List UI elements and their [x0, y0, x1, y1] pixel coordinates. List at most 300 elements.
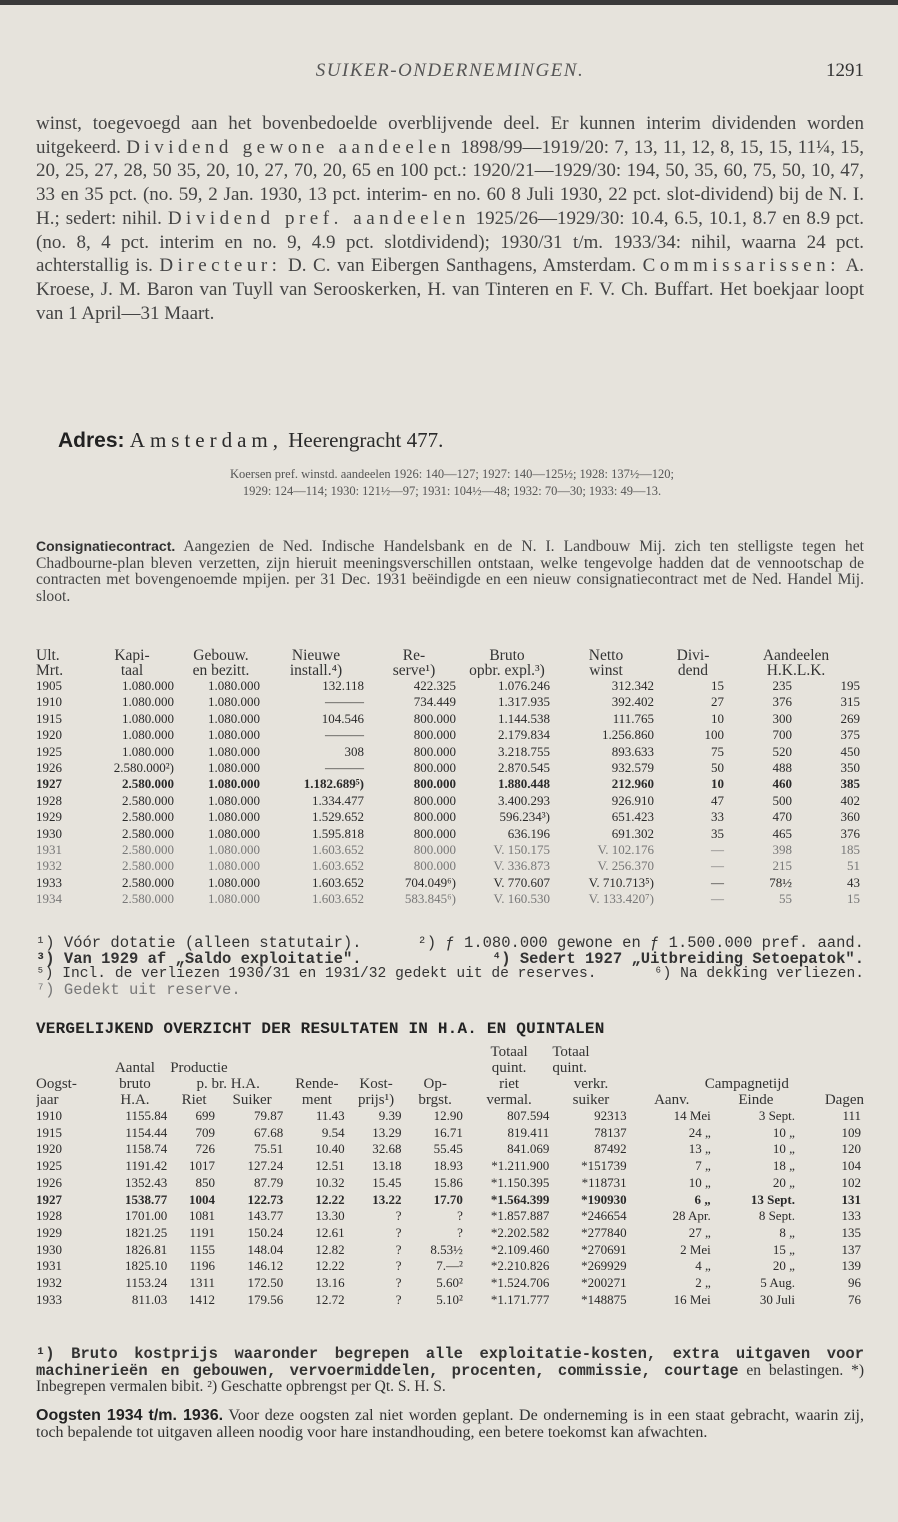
fin-cell: 315: [840, 694, 860, 710]
fin-cell: 1.080.000: [208, 776, 260, 792]
harvest-cell: 102: [841, 1174, 861, 1190]
fin-cell: 75: [711, 743, 724, 759]
harvest-cell: *2.202.582: [490, 1224, 550, 1240]
harvest-cell: *270691: [581, 1241, 627, 1257]
harvest-row: [36, 1141, 864, 1158]
harvest-cell: 3 Sept.: [758, 1108, 795, 1123]
fin-cell: 636.196: [507, 825, 550, 841]
h-einde: Einde: [738, 1092, 774, 1108]
harvest-cell: *2.210.826: [490, 1258, 550, 1274]
fin-cell: 2.580.000: [122, 825, 174, 841]
harvest-cell: ?: [395, 1258, 402, 1274]
harvest-cell: 1926: [36, 1174, 62, 1190]
address-label: Adres:: [58, 429, 125, 452]
harvest-cell: 1196: [189, 1258, 215, 1274]
harvests-text: Voor deze oogsten zal niet worden geplant. De onderneming is in een staat gebracht, waarin zij, toch bepalende tot uitgaven alleen noodig voor hare instandhouding, een betere toekomst kan afwachten.: [36, 1407, 864, 1441]
harvest-cell: 139: [841, 1258, 861, 1274]
fin-cell: 1925: [36, 743, 62, 759]
fin-cell: —: [711, 874, 724, 890]
fin-row: [36, 793, 864, 809]
fin-cell: 800.000: [413, 760, 456, 776]
fin-cell: 1932: [36, 858, 62, 874]
harvest-cell: 1191: [189, 1224, 215, 1240]
harvest-cell: ?: [395, 1275, 402, 1291]
fin-cell: 2.870.545: [498, 760, 550, 776]
fin-row: [36, 760, 864, 776]
fin-cell: —: [711, 842, 724, 858]
th-bot-4: serve¹): [392, 663, 436, 678]
harvest-cell: 150.24: [247, 1224, 284, 1240]
fin-cell: 51: [847, 858, 860, 874]
harvest-cell: 2 Mei: [680, 1241, 711, 1257]
fin-cell: 55: [779, 891, 792, 907]
harvest-cell: 122.73: [247, 1191, 284, 1207]
harvest-cell: 137: [841, 1241, 861, 1257]
fin-cell: 1.144.538: [498, 710, 550, 726]
fin-cell: V. 150.175: [493, 842, 550, 858]
harvest-cell: 11.43: [315, 1108, 345, 1123]
harvest-cell: 32.68: [372, 1141, 402, 1157]
harvest-cell: 811.03: [131, 1291, 168, 1307]
harvest-cell: 819.411: [507, 1124, 550, 1140]
harvest-cell: 67.68: [253, 1124, 284, 1140]
harvest-cell: 146.12: [247, 1258, 284, 1274]
harvest-cell: 15 „: [772, 1241, 795, 1257]
fin-cell: 800.000: [413, 858, 456, 874]
harvest-cell: 1155.84: [125, 1108, 168, 1123]
th-bot-6: winst: [589, 663, 623, 678]
fin-cell: 100: [704, 727, 724, 743]
fin-row: [36, 891, 864, 907]
fin-cell: 27: [711, 694, 724, 710]
harvest-cell: 1927: [36, 1191, 62, 1207]
harvest-cell: *1.171.777: [490, 1291, 550, 1307]
share-prices-line-1: Koersen pref. winstd. aandeelen 1926: 140—127; 1927: 140—125½; 1928: 137½—120;: [229, 467, 675, 481]
fin-cell: 35: [711, 825, 724, 841]
th-bot-8: H.K.L.K.: [766, 663, 826, 678]
h-totaal-1: Totaal: [490, 1044, 528, 1060]
harvest-cell: 1017: [188, 1158, 215, 1174]
fin-cell: 235: [772, 678, 792, 693]
fin-cell: 1.880.448: [498, 776, 550, 792]
harvest-cell: 75.51: [253, 1141, 284, 1157]
fin-cell: 3.400.293: [498, 792, 550, 808]
fin-cell: 2.580.000: [122, 776, 174, 792]
harvest-cell: ?: [395, 1224, 402, 1240]
fin-cell: V. 770.607: [493, 874, 550, 890]
h-verkr: verkr.: [573, 1076, 609, 1092]
intro-text-4: D. C. van Eibergen Santhagens, Amsterdam.: [288, 255, 637, 277]
fin-cell: 1.317.935: [498, 694, 550, 710]
fin-cell: 2.580.000²): [113, 760, 174, 776]
harvest-cell: ?: [395, 1241, 402, 1257]
harvest-cell: ?: [395, 1291, 402, 1307]
fin-row: [36, 711, 864, 727]
fin-cell: 1934: [36, 891, 62, 907]
fin-cell: 33: [711, 809, 724, 825]
harvest-cell: 16.71: [433, 1124, 463, 1140]
harvest-cell: 12.72: [315, 1291, 345, 1307]
harvest-cell: 1821.25: [124, 1224, 168, 1240]
fin-cell: 10: [711, 710, 724, 726]
fin-row: [36, 842, 864, 858]
harvest-table-header: [36, 1044, 864, 1108]
th-top-2: Gebouw.: [193, 648, 249, 663]
harvest-cell: 1191.42: [125, 1158, 168, 1174]
fin-cell: V. 102.176: [597, 842, 654, 858]
dividend-pref-label: Dividend pref. aandeelen: [167, 207, 470, 229]
harvest-cell: 12.22: [315, 1258, 345, 1274]
fin-cell: 78½: [769, 874, 792, 890]
fin-cell: V. 256.370: [597, 858, 654, 874]
harvest-row: [36, 1275, 864, 1292]
h-jaar: jaar: [36, 1092, 59, 1108]
fin-cell: 312.342: [611, 678, 654, 693]
consignment-label: Consignatiecontract.: [36, 538, 176, 554]
harvest-cell: 18 „: [772, 1158, 795, 1174]
fin-cell: 470: [772, 809, 792, 825]
fin-cell: 1.076.246: [498, 678, 550, 693]
fin-cell: 1.080.000: [208, 858, 260, 874]
harvest-row: [36, 1125, 864, 1142]
harvest-row: [36, 1225, 864, 1242]
fin-row: [36, 678, 864, 694]
harvests-label: Oogsten 1934 t/m. 1936.: [36, 1407, 224, 1424]
h-kost: Kost-: [359, 1076, 393, 1092]
harvest-cell: *1.211.900: [491, 1158, 550, 1174]
fin-cell: 104.546: [321, 710, 364, 726]
fin-cell: 1.603.652: [312, 874, 364, 890]
harvest-row: [36, 1242, 864, 1259]
h-vermal: vermal.: [486, 1092, 532, 1108]
fin-cell: —: [711, 891, 724, 907]
fin-row: [36, 727, 864, 743]
fin-cell: 1.080.000: [208, 694, 260, 710]
intro-text-3: 1925/26—1929/30: 10.4, 6.5, 10.1, 8.7 en 8.9 pct. (no. 8, 4 pct. interim en no. 9, 4.9 pct. slotdividend); 1930/31 t/m. 1933/34: nihil, waarna 24 pct. achterstallig is.: [36, 207, 865, 277]
director-label: Directeur:: [159, 255, 282, 277]
fin-cell: 1.080.000: [208, 760, 260, 776]
fin-cell: ———: [325, 760, 364, 776]
fin-cell: 1.603.652: [312, 842, 364, 858]
harvest-cell: 1932: [36, 1275, 62, 1291]
harvest-cell: 726: [195, 1141, 215, 1157]
harvest-cell: 15.45: [372, 1174, 402, 1190]
harvest-cell: 10 „: [772, 1124, 795, 1140]
harvest-cell: 1931: [36, 1258, 62, 1274]
fin-row: [36, 858, 864, 874]
th-bot-5: opbr. expl.³): [469, 663, 545, 678]
fin-cell: 1.080.000: [208, 842, 260, 858]
harvests-paragraph: [36, 1408, 864, 1441]
harvest-cell: 13.16: [315, 1275, 345, 1291]
consignment-paragraph: [36, 538, 864, 606]
address-street: Heerengracht 477.: [288, 428, 444, 452]
harvest-cell: 13.18: [372, 1158, 402, 1174]
harvest-cell: 1915: [36, 1124, 62, 1140]
fin-cell: ———: [325, 694, 364, 710]
harvest-cell: 12.61: [315, 1224, 345, 1240]
harvest-cell: 9.54: [321, 1124, 345, 1140]
fin-cell: 1.080.000: [208, 743, 260, 759]
fin-cell: 15: [847, 891, 860, 907]
harvest-cell: 28 Apr.: [672, 1208, 711, 1224]
fin-cell: 800.000: [413, 710, 456, 726]
harvest-cell: 92313: [594, 1108, 627, 1123]
harvest-cell: 1701.00: [124, 1208, 168, 1224]
h-aantal: Aantal: [114, 1060, 155, 1076]
fin-row: [36, 826, 864, 842]
harvest-cell: 1004: [188, 1191, 215, 1207]
th-top-8: Aandeelen: [762, 648, 830, 663]
harvest-cell: 143.77: [247, 1208, 284, 1224]
harvest-cell: 104: [841, 1158, 861, 1174]
share-prices-line-2: 1929: 124—114; 1930: 121½—97; 1931: 104½—48; 1932: 70—30; 1933: 49—13.: [242, 484, 662, 498]
dividend-common-label: Dividend gewone aandeelen: [126, 136, 455, 158]
fin-cell: 460: [772, 776, 792, 792]
commissioners-label: Commissarissen:: [642, 255, 840, 277]
fin-cell: 360: [840, 809, 860, 825]
running-title: SUIKER-ONDERNEMINGEN.: [315, 60, 585, 81]
consignment-text: Aangezien de Ned. Indische Handelsbank en de N. I. Landbouw Mij. zich ten stelligste tegen het Chadbourne-plan bleven verzetten, zijn hieruit meeningsverschillen ontstaan, welke tengevolge hadden dat de vennootschap de contracten met bovengenoemde mpijen. per 31 Dec. 1931 beëindigde en een nieuw consignatiecontract met de Ned. Handel Mij. sloot.: [36, 538, 864, 606]
financial-table-body: [36, 678, 864, 908]
harvest-row: [36, 1258, 864, 1275]
h-productie: Productie: [170, 1060, 228, 1076]
th-bot-0: Mrt.: [36, 663, 64, 678]
harvest-cell: 20 „: [772, 1174, 795, 1190]
harvest-cell: 109: [841, 1124, 861, 1140]
address-city: Amsterdam,: [129, 428, 284, 452]
fin-row: [36, 776, 864, 792]
fin-cell: 422.325: [413, 678, 456, 693]
footnote-2: ²) ƒ 1.080.000 gewone en ƒ 1.500.000 pref. aand.: [417, 934, 864, 952]
address-line: [58, 428, 443, 453]
h-riet: riet: [499, 1076, 520, 1092]
harvest-cell: 5.60²: [436, 1275, 463, 1291]
harvest-cell: 841.069: [507, 1141, 550, 1157]
harvest-cell: 1930: [36, 1241, 62, 1257]
fin-cell: V. 710.713⁵): [588, 874, 654, 890]
harvest-cell: 699: [195, 1108, 215, 1123]
fin-cell: 734.449: [413, 694, 456, 710]
financial-table-header: [36, 648, 864, 678]
harvest-cell: 1925: [36, 1158, 62, 1174]
fin-cell: 926.910: [611, 792, 654, 808]
th-bot-2: en bezitt.: [192, 663, 250, 678]
fin-cell: 2.580.000: [122, 809, 174, 825]
harvest-cell: 120: [841, 1141, 861, 1157]
fin-cell: 704.049⁶): [404, 874, 456, 890]
fin-cell: 1.080.000: [208, 727, 260, 743]
harvest-cell: 87.79: [253, 1174, 284, 1190]
harvest-footnotes: [36, 1346, 864, 1396]
harvest-cell: 1929: [36, 1224, 62, 1240]
fin-cell: 111.765: [612, 710, 654, 726]
harvest-cell: 7.—²: [436, 1258, 463, 1274]
harvest-cell: *1.524.706: [490, 1275, 550, 1291]
harvest-cell: *269929: [581, 1258, 627, 1274]
financial-footnotes: [36, 936, 864, 998]
harvest-cell: 709: [195, 1124, 215, 1140]
fin-cell: 376: [772, 694, 792, 710]
th-top-3: Nieuwe: [291, 648, 341, 663]
harvest-footnote-1: ¹) Bruto kostprijs waaronder begrepen alle exploitatie-kosten, extra uitgaven voor machinerieën en gebouwen, vervoermiddelen, procenten, commissie, courtage: [36, 1345, 864, 1380]
harvest-cell: 1825.10: [124, 1258, 168, 1274]
h-dagen: Dagen: [824, 1092, 864, 1108]
harvest-row: [36, 1208, 864, 1225]
harvest-cell: 1081: [188, 1208, 215, 1224]
intro-text-2: 1898/99—1919/20: 7, 13, 11, 12, 8, 15, 15, 11¼, 15, 20, 25, 27, 28, 50 35, 20, 10, 27, 70, 20, 65 en 100 pct.: 1920/21—1929/30: 194, 50, 35, 60, 75, 50, 10, 47, 33 en 35 pct. (no. 59, 2 Jan. 1930, 13 pct. interim- en no. 60 8 Juli 1930, 22 pct. slot-dividend) bij de N. I. H.; sedert: nihil.: [36, 136, 864, 229]
fin-cell: 1.080.000: [122, 678, 174, 693]
footnote-6: ⁶) Na dekking verliezen.: [653, 966, 864, 983]
h-brgst: brgst.: [418, 1092, 452, 1108]
harvest-cell: *1.564.399: [490, 1191, 550, 1207]
h-oogst: Oogst-: [36, 1076, 77, 1092]
harvest-cell: 12.22: [315, 1191, 345, 1207]
intro-text-1: winst, toegevoegd aan het bovenbedoelde overblijvende deel. Er kunnen interim dividenden worden uitgekeerd.: [36, 113, 864, 158]
fin-cell: 43: [847, 874, 860, 890]
harvest-cell: 1910: [36, 1108, 62, 1123]
intro-text-5: A. Kroese, J. M. Baron van Tuyll van Serooskerken, H. van Tinteren en F. V. Ch. Buffart. Het boekjaar loopt van 1 April—31 Maart.: [36, 255, 865, 324]
footnote-4: ⁴) Sedert 1927 „Uitbreiding Setoepatok".: [491, 949, 864, 968]
fin-cell: 195: [840, 678, 860, 693]
harvest-cell: 13 „: [688, 1141, 711, 1157]
fin-cell: 800.000: [413, 776, 456, 792]
fin-cell: 700: [772, 727, 792, 743]
fin-cell: 385: [840, 776, 860, 792]
fin-cell: 402: [840, 792, 860, 808]
fin-cell: 2.580.000: [122, 858, 174, 874]
harvest-cell: 1928: [36, 1208, 62, 1224]
fin-cell: 465: [772, 825, 792, 841]
fin-cell: 800.000: [413, 825, 456, 841]
fin-cell: 1930: [36, 825, 62, 841]
harvest-cell: 5.10²: [436, 1291, 463, 1307]
fin-cell: 500: [772, 792, 792, 808]
th-bot-3: install.⁴): [289, 663, 343, 678]
fin-cell: 1920: [36, 727, 62, 743]
harvest-cell: 1352.43: [124, 1174, 168, 1190]
harvest-cell: *246654: [581, 1208, 627, 1224]
h-suiker-2: suiker: [572, 1092, 610, 1108]
harvest-cell: ?: [457, 1224, 463, 1240]
harvest-cell: 179.56: [247, 1291, 284, 1307]
fin-cell: 1.529.652: [312, 809, 364, 825]
harvest-cell: 1920: [36, 1141, 62, 1157]
fin-cell: 932.579: [611, 760, 654, 776]
harvest-cell: 4 „: [695, 1258, 711, 1274]
fin-cell: 800.000: [413, 842, 456, 858]
page-number: 1291: [826, 60, 864, 81]
h-aanv: Aanv.: [654, 1092, 690, 1108]
footnote-3: ³) Van 1929 af „Saldo exploitatie".: [36, 949, 362, 968]
h-riet-col: Riet: [181, 1092, 207, 1108]
footnote-1: ¹) Vóór dotatie (alleen statutair).: [36, 934, 362, 952]
h-totaal-2: Totaal: [552, 1044, 590, 1060]
fin-cell: 1.080.000: [208, 710, 260, 726]
harvest-cell: 79.87: [253, 1108, 284, 1123]
harvest-cell: 1155: [189, 1241, 215, 1257]
th-top-1: Kapi-: [114, 648, 150, 663]
fin-cell: 1.182.689⁵): [303, 776, 364, 792]
harvest-cell: *200271: [581, 1275, 627, 1291]
harvest-cell: 1154.44: [125, 1124, 168, 1140]
harvest-cell: 27 „: [688, 1224, 711, 1240]
fin-cell: 800.000: [413, 743, 456, 759]
fin-cell: 1.334.477: [312, 792, 364, 808]
fin-cell: 1905: [36, 678, 62, 693]
harvest-table-body: [36, 1108, 864, 1308]
harvest-cell: 12.82: [315, 1241, 345, 1257]
th-top-0: Ult.: [36, 648, 60, 663]
fin-cell: 376: [840, 825, 860, 841]
harvest-cell: 10.32: [315, 1174, 345, 1190]
harvest-cell: 10 „: [772, 1141, 795, 1157]
fin-cell: 10: [711, 776, 724, 792]
harvest-cell: ?: [395, 1208, 402, 1224]
fin-cell: 1.080.000: [122, 694, 174, 710]
fin-cell: 300: [772, 710, 792, 726]
fin-cell: 1.603.652: [312, 891, 364, 907]
harvest-cell: 127.24: [247, 1158, 284, 1174]
harvest-cell: 148.04: [247, 1241, 284, 1257]
th-top-6: Netto: [588, 648, 624, 663]
harvest-cell: 1412: [188, 1291, 215, 1307]
harvest-cell: 76: [848, 1291, 861, 1307]
fin-cell: 893.633: [611, 743, 654, 759]
harvest-cell: 17.70: [433, 1191, 463, 1207]
fin-cell: V. 336.873: [493, 858, 550, 874]
harvest-cell: 30 Juli: [759, 1291, 795, 1307]
h-campagne: Campagnetijd: [704, 1076, 789, 1092]
financial-table: [36, 648, 864, 908]
harvest-cell: 8 „: [779, 1224, 795, 1240]
h-ha: H.A.: [120, 1092, 150, 1108]
fin-cell: 596.234³): [499, 809, 550, 825]
harvest-cell: 10 „: [688, 1174, 711, 1190]
fin-cell: 2.580.000: [122, 792, 174, 808]
harvest-cell: 24 „: [688, 1124, 711, 1140]
fin-cell: 1928: [36, 792, 62, 808]
fin-cell: 132.118: [322, 678, 364, 693]
intro-paragraph: [36, 112, 864, 325]
harvest-cell: *190930: [581, 1191, 627, 1207]
harvest-cell: *148875: [581, 1291, 627, 1307]
harvest-cell: 7 „: [695, 1158, 711, 1174]
share-prices: [66, 466, 838, 500]
harvest-row: [36, 1192, 864, 1209]
fin-cell: 269: [840, 710, 860, 726]
fin-cell: 1.080.000: [122, 710, 174, 726]
harvest-cell: 1153.24: [125, 1275, 168, 1291]
harvest-cell: 807.594: [507, 1108, 550, 1123]
fin-cell: 800.000: [413, 727, 456, 743]
harvest-cell: *118731: [581, 1174, 627, 1190]
fin-cell: 450: [840, 743, 860, 759]
fin-cell: 1.080.000: [122, 743, 174, 759]
scan-edge: [0, 0, 898, 5]
fin-cell: 308: [344, 743, 364, 759]
fin-cell: 1.080.000: [208, 874, 260, 890]
fin-cell: 1.256.860: [602, 727, 654, 743]
h-suiker: Suiker: [232, 1092, 272, 1108]
fin-cell: 2.179.834: [498, 727, 550, 743]
fin-cell: 1.603.652: [312, 858, 364, 874]
harvest-cell: 850: [195, 1174, 215, 1190]
harvest-cell: 5 Aug.: [760, 1275, 795, 1291]
harvest-cell: 2 „: [695, 1275, 711, 1291]
harvest-cell: 20 „: [772, 1258, 795, 1274]
th-bot-1: taal: [120, 663, 144, 678]
